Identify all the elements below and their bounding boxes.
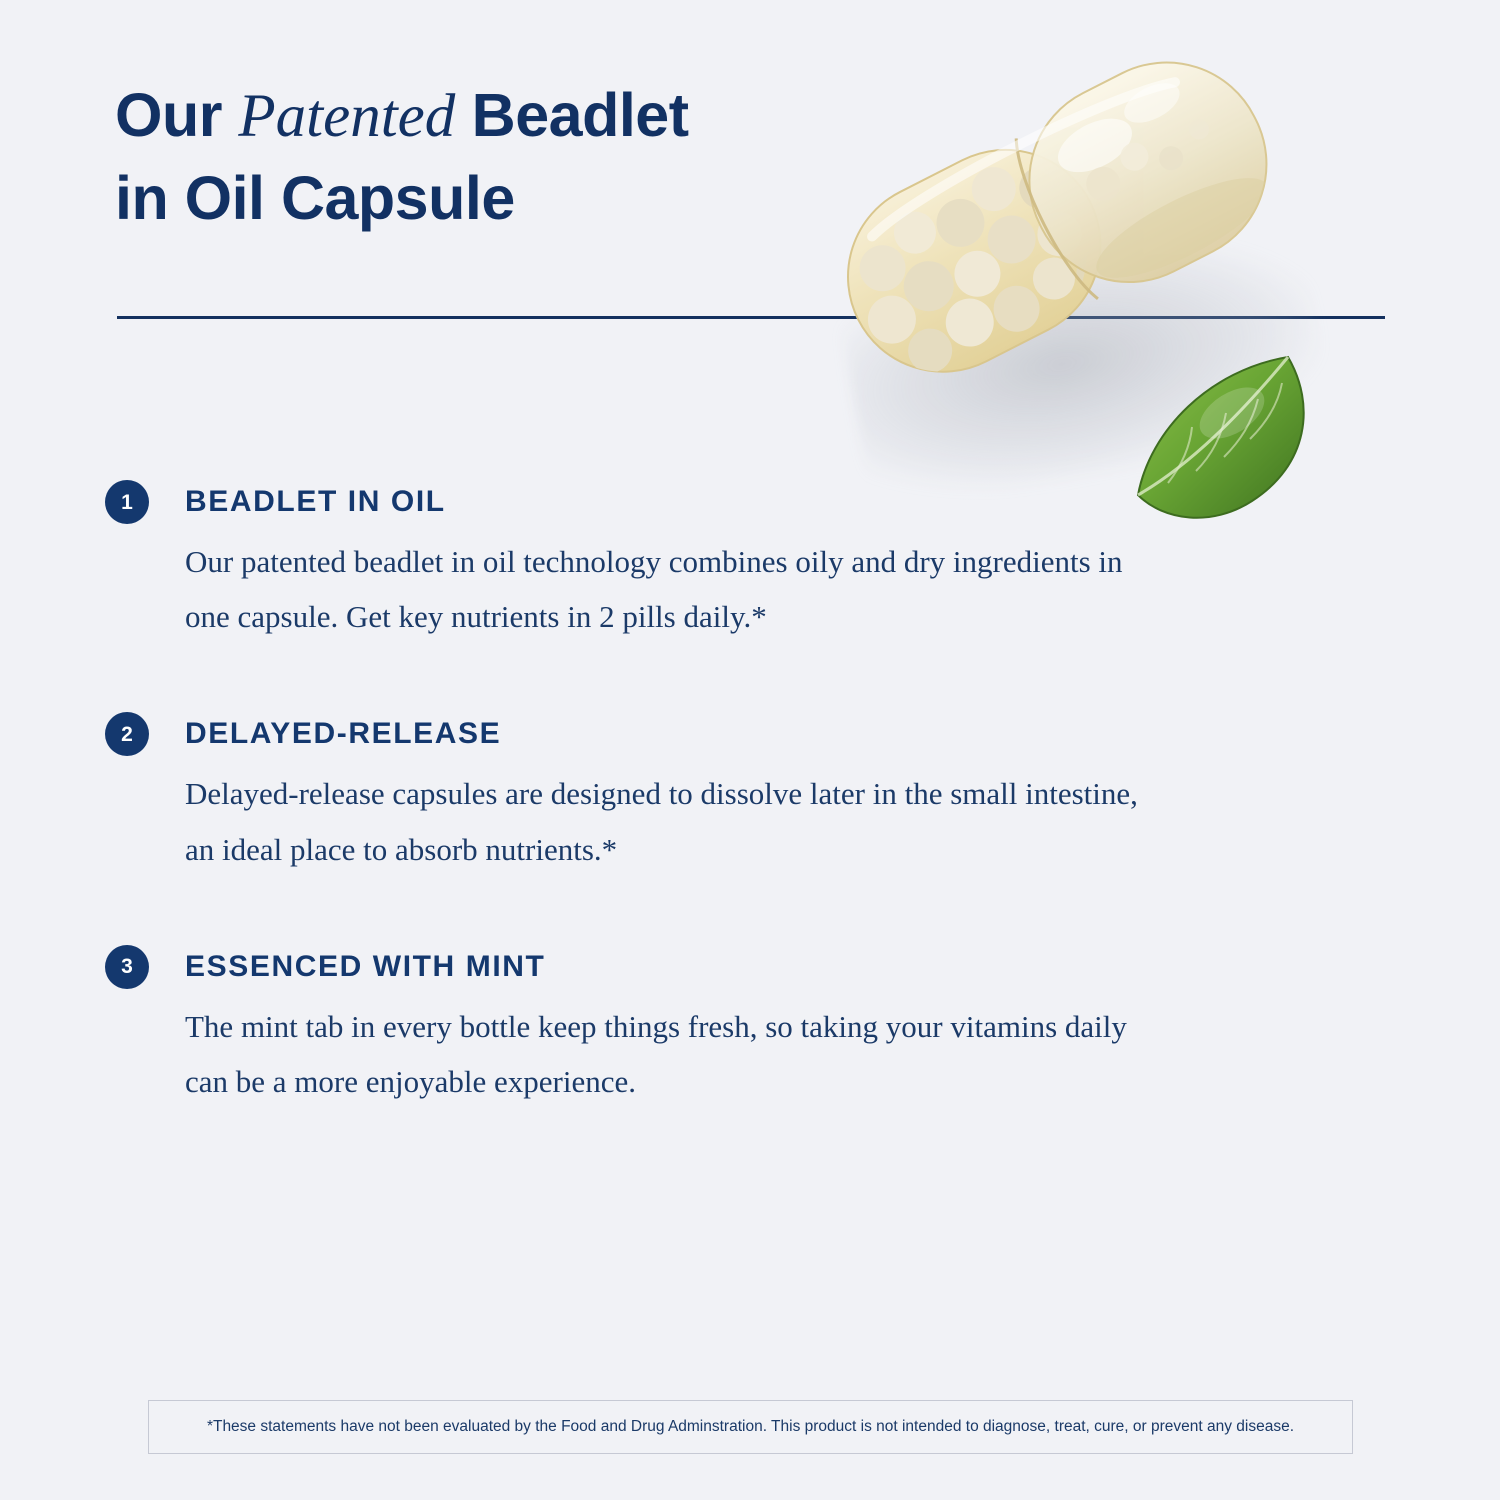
- list-item: [105, 462, 1165, 644]
- step-badge: 3: [105, 945, 149, 989]
- disclaimer-box: [148, 1400, 1353, 1454]
- hero-image: [820, 60, 1420, 530]
- feature-heading: BEADLET IN OIL: [185, 485, 446, 518]
- feature-heading: DELAYED-RELEASE: [185, 717, 502, 751]
- title-part1: Our: [115, 81, 239, 149]
- feature-body: Delayed-release capsules are designed to dissolve later in the small intestine, an ideal place to absorb nutrients.*: [185, 776, 1138, 867]
- title-line2: in Oil Capsule: [115, 163, 515, 232]
- feature-list: [105, 462, 1165, 1159]
- title-part2: Beadlet: [455, 81, 689, 149]
- step-badge: 1: [105, 480, 149, 524]
- title-emphasis: Patented: [238, 83, 456, 150]
- feature-heading: ESSENCED WITH MINT: [185, 949, 546, 983]
- step-badge: 2: [105, 712, 149, 756]
- feature-body: Our patented beadlet in oil technology combines oily and dry ingredients in one capsule. Get key nutrients in 2 pills daily.*: [185, 544, 1123, 635]
- feature-body: The mint tab in every bottle keep things fresh, so taking your vitamins daily can be a more enjoyable experience.: [185, 1008, 1127, 1099]
- list-item: [105, 927, 1165, 1109]
- list-item: [105, 694, 1165, 876]
- disclaimer-text: *These statements have not been evaluated by the Food and Drug Adminstration. This product is not intended to diagnose, treat, cure, or prevent any disease.: [206, 1417, 1295, 1435]
